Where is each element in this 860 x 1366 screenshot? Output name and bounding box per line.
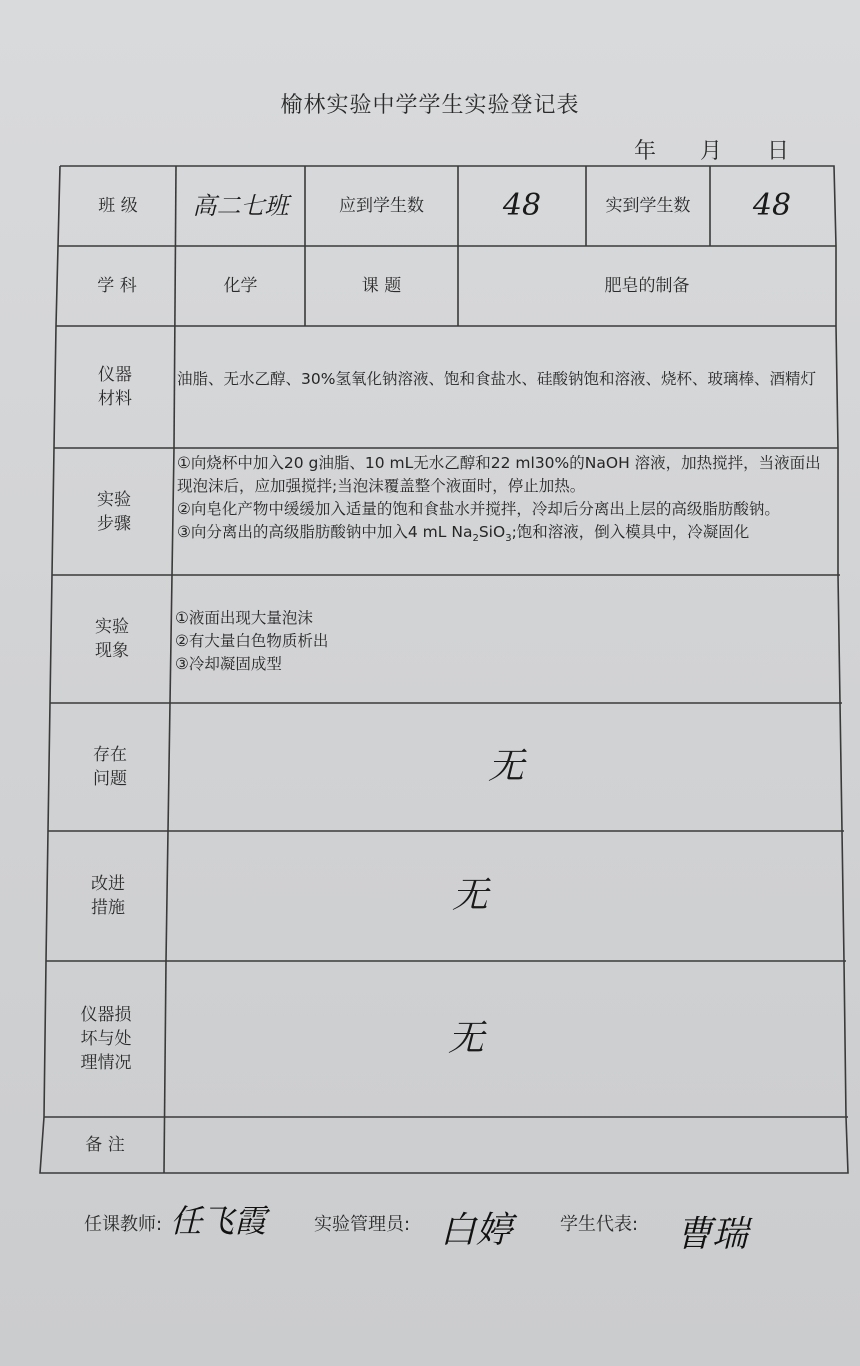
remarks-label: 备 注	[85, 1135, 125, 1155]
damage-label-line1: 仪器损	[80, 1005, 132, 1025]
problems-label	[50, 703, 170, 831]
damage-label-line2: 坏与处	[80, 1029, 132, 1049]
form-title: 榆林实验中学学生实验登记表	[280, 93, 580, 118]
improvements-value: 无	[451, 875, 488, 916]
materials-text: 油脂、无水乙醇、30%氢氧化钠溶液、饱和食盐水、硅酸钠饱和溶液、烧杯、玻璃棒、酒精灯	[177, 370, 816, 388]
subject-label: 学 科	[97, 276, 137, 296]
problems-label-line2: 问题	[93, 769, 127, 789]
phenomenon-item-1: ①液面出现大量泡沫	[175, 609, 313, 627]
step-2: ②向皂化产物中缓缓加入适量的饱和食盐水并搅拌，冷却后分离出上层的高级脂肪酸钠。	[177, 500, 780, 518]
teacher-label: 任课教师:	[84, 1214, 163, 1235]
improvements-label-line1: 改进	[91, 874, 125, 894]
student-rep-label: 学生代表:	[560, 1214, 639, 1235]
remarks-value	[166, 1117, 846, 1173]
admin-label: 实验管理员:	[314, 1214, 411, 1235]
steps-label-line1: 实验	[97, 489, 131, 510]
student-rep-signature: 曹瑞	[676, 1214, 749, 1255]
phenomena-list	[175, 607, 775, 676]
date-day-label: 日	[767, 139, 790, 164]
class-label: 班 级	[98, 196, 138, 216]
step-3: ③向分离出的高级脂肪酸钠中加入4 mL $Na_2SiO_3$;饱和溶液，倒入模具中，冷凝固化	[177, 523, 750, 545]
phenomenon-item-3: ③冷却凝固成型	[175, 655, 282, 673]
improvements-label	[48, 831, 168, 961]
teacher-signature: 任飞霞	[170, 1202, 267, 1240]
phenomena-label	[52, 575, 172, 703]
phenomena-label-line2: 现象	[95, 641, 129, 661]
expected-students-value: 48	[502, 188, 542, 223]
materials-label	[56, 326, 174, 448]
steps-label	[54, 448, 174, 575]
damage-label-line3: 理情况	[80, 1053, 132, 1073]
expected-students-label: 应到学生数	[339, 196, 424, 216]
date-year-label: 年	[634, 139, 657, 164]
date-month-label: 月	[700, 139, 723, 164]
phenomena-label-line1: 实验	[95, 617, 129, 637]
class-value: 高二七班	[192, 192, 289, 220]
actual-students-label: 实到学生数	[605, 196, 691, 216]
actual-students-value: 48	[752, 188, 792, 223]
materials-label-line1: 仪器	[98, 365, 132, 385]
subject-value: 化学	[223, 276, 258, 296]
step-1: ①向烧杯中加入20 g油脂、10 mL无水乙醇和22 ml30%的NaOH 溶液，加热搅拌，当液面出现泡沫后，应加强搅拌;当泡沫覆盖整个液面时，停止加热。	[177, 454, 821, 495]
phenomenon-item-2: ②有大量白色物质析出	[175, 632, 329, 650]
damage-label	[46, 961, 166, 1117]
steps-label-line2: 步骤	[97, 513, 131, 534]
materials-label-line2: 材料	[98, 389, 132, 409]
improvements-label-line2: 措施	[91, 898, 125, 918]
topic-label: 课 题	[361, 276, 402, 296]
problems-value: 无	[487, 746, 524, 787]
steps-text	[177, 452, 835, 550]
problems-label-line1: 存在	[93, 745, 127, 765]
damage-value: 无	[447, 1018, 484, 1059]
topic-value: 肥皂的制备	[604, 276, 690, 296]
admin-signature: 白婷	[440, 1210, 513, 1251]
